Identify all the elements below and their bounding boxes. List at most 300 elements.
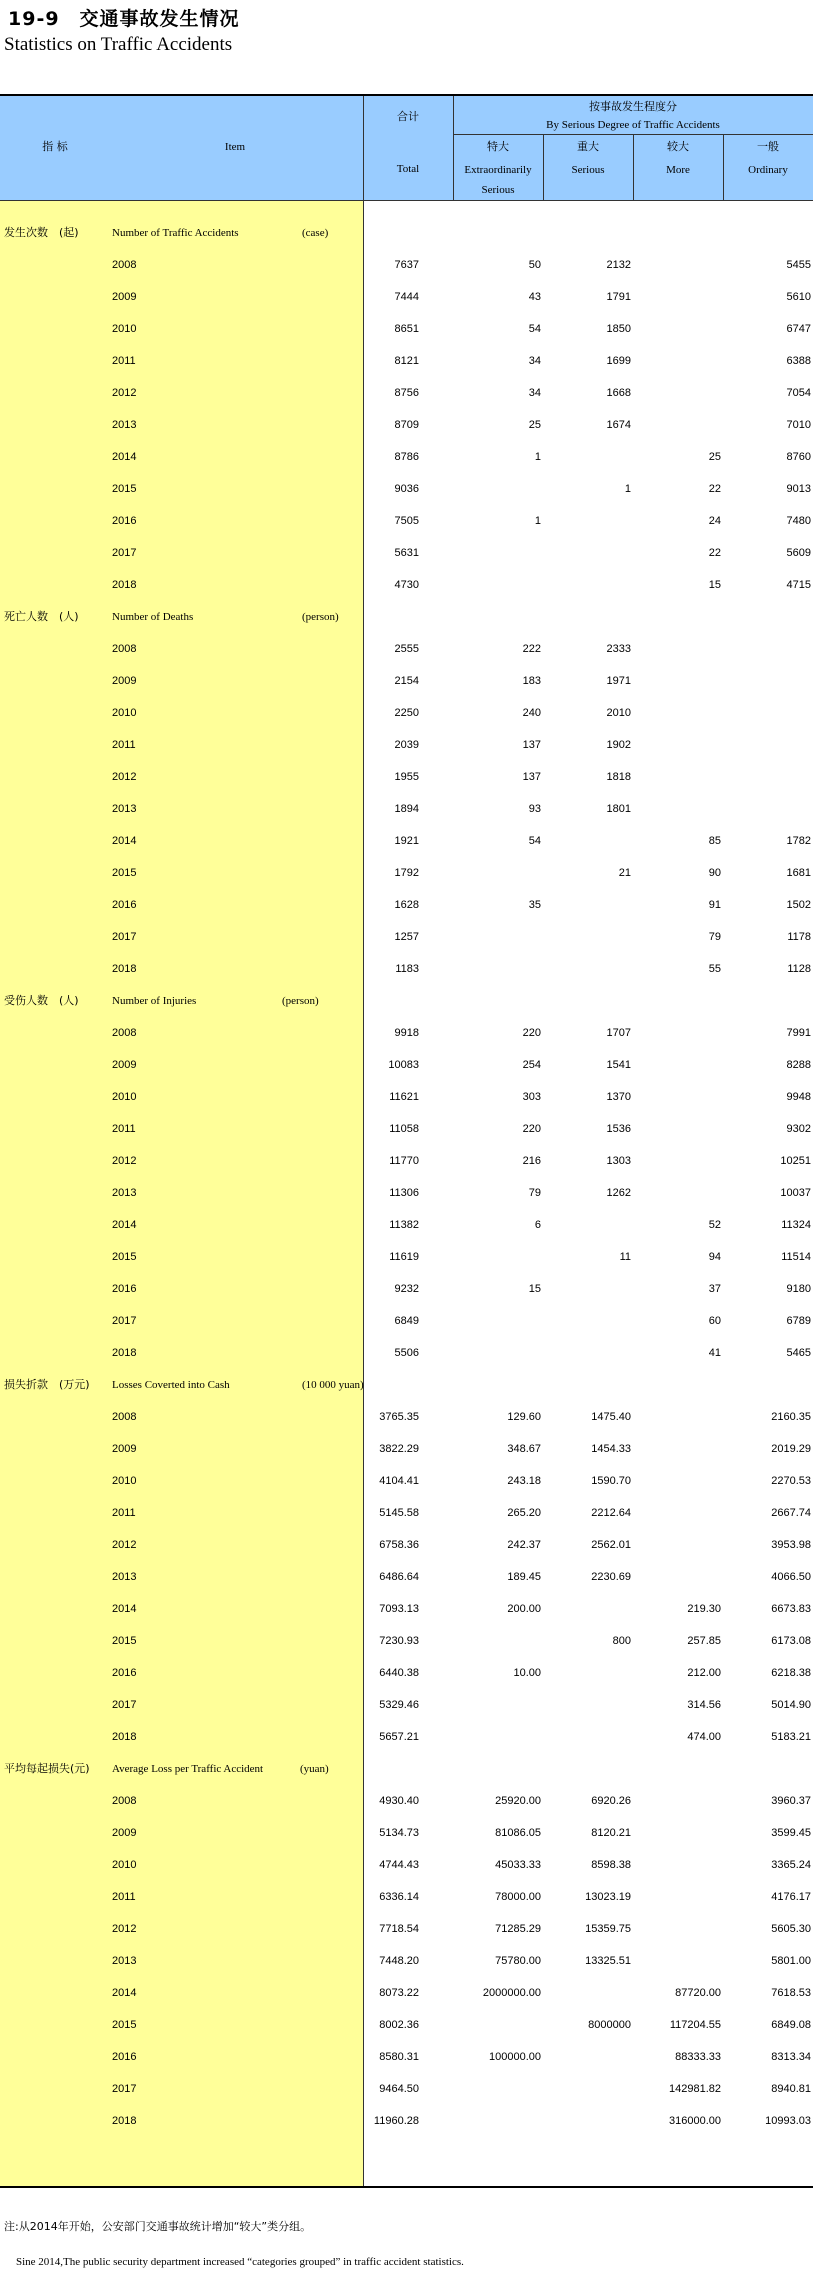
header-serious-en: Serious <box>571 164 605 176</box>
serious-cell: 15359.75 <box>585 1923 631 1935</box>
year-cell: 2011 <box>112 355 136 367</box>
total-cell: 8709 <box>394 419 419 431</box>
serious-cell: 1707 <box>606 1027 631 1039</box>
year-cell: 2010 <box>112 1091 137 1103</box>
section-title-zh: 平均每起损失(元) <box>4 1762 90 1775</box>
table-row <box>0 1017 813 1049</box>
serious-cell: 1475.40 <box>591 1411 631 1423</box>
serious-cell: 800 <box>612 1635 631 1647</box>
table-row <box>0 1305 813 1337</box>
extra-cell: 25 <box>528 419 541 431</box>
year-cell: 2018 <box>112 579 137 591</box>
total-cell: 11960.28 <box>373 2115 419 2127</box>
footnote-zh: 注:从2014年开始，公安部门交通事故统计增加“较大”类分组。 <box>4 2220 312 2233</box>
table-row <box>0 1945 813 1977</box>
table-row <box>0 441 813 473</box>
more-cell: 24 <box>708 515 721 527</box>
table-row <box>0 1497 813 1529</box>
year-cell: 2008 <box>112 1027 137 1039</box>
ordinary-cell: 8313.34 <box>771 2051 811 2063</box>
extra-cell: 220 <box>522 1123 541 1135</box>
total-cell: 4104.41 <box>379 1475 419 1487</box>
ordinary-cell: 7480 <box>786 515 811 527</box>
total-cell: 11382 <box>389 1219 419 1231</box>
ordinary-cell: 4715 <box>786 579 811 591</box>
year-cell: 2015 <box>112 1251 137 1263</box>
serious-cell: 1902 <box>606 739 631 751</box>
total-cell: 1894 <box>394 803 419 815</box>
table-row <box>0 1273 813 1305</box>
section-title-en: Number of Injuries <box>112 995 197 1007</box>
ordinary-cell: 2270.53 <box>771 1475 811 1487</box>
table-row <box>0 857 813 889</box>
ordinary-cell: 1502 <box>786 899 811 911</box>
table-row <box>0 1465 813 1497</box>
ordinary-cell: 4066.50 <box>771 1571 811 1583</box>
total-cell: 8580.31 <box>379 2051 419 2063</box>
table-row <box>0 633 813 665</box>
more-cell: 79 <box>708 931 721 943</box>
more-cell: 22 <box>708 547 721 559</box>
section-title-zh: 损失折款 (万元) <box>4 1378 90 1391</box>
extra-cell: 348.67 <box>507 1443 541 1455</box>
more-cell: 25 <box>708 451 721 463</box>
extra-cell: 43 <box>528 291 541 303</box>
table-row <box>0 953 813 985</box>
table-row <box>0 1881 813 1913</box>
serious-cell: 8598.38 <box>591 1859 631 1871</box>
extra-cell: 34 <box>528 355 541 367</box>
total-cell: 1955 <box>394 771 419 783</box>
ordinary-cell <box>701 761 811 793</box>
more-cell: 91 <box>708 899 721 911</box>
year-cell: 2009 <box>112 675 137 687</box>
ordinary-cell: 7054 <box>786 387 811 399</box>
ordinary-cell: 5609 <box>786 547 811 559</box>
total-cell: 11770 <box>389 1155 419 1167</box>
serious-cell: 1971 <box>606 675 631 687</box>
total-cell: 2039 <box>394 739 419 751</box>
total-cell: 11306 <box>389 1187 419 1199</box>
serious-cell: 11 <box>619 1251 631 1263</box>
year-cell: 2015 <box>112 483 137 495</box>
table-row <box>0 1337 813 1369</box>
ordinary-cell: 5465 <box>786 1347 811 1359</box>
total-cell: 9464.50 <box>379 2083 419 2095</box>
year-cell: 2016 <box>112 1283 137 1295</box>
section-title-zh: 发生次数 (起) <box>4 226 79 239</box>
total-cell: 7444 <box>394 291 419 303</box>
year-cell: 2010 <box>112 1475 137 1487</box>
extra-cell: 34 <box>528 387 541 399</box>
table-row <box>0 697 813 729</box>
ordinary-cell <box>701 793 811 825</box>
extra-cell: 81086.05 <box>495 1827 541 1839</box>
serious-cell: 21 <box>618 867 631 879</box>
ordinary-cell: 6849.08 <box>771 2019 811 2031</box>
more-cell: 88333.33 <box>675 2051 721 2063</box>
total-cell: 1183 <box>395 963 419 975</box>
year-cell: 2009 <box>112 1827 137 1839</box>
table-row <box>0 409 813 441</box>
more-cell: 314.56 <box>687 1699 721 1711</box>
section-unit: (person) <box>302 611 339 623</box>
table-row <box>0 1849 813 1881</box>
total-cell: 8651 <box>394 323 419 335</box>
total-cell: 1921 <box>394 835 419 847</box>
year-cell: 2011 <box>112 1507 136 1519</box>
year-cell: 2013 <box>112 1955 137 1967</box>
more-cell: 474.00 <box>687 1731 721 1743</box>
footnote-en: Sine 2014,The public security department increased “categories grouped” in traffic accident statistics. <box>16 2256 464 2268</box>
header-bottom-rule <box>0 200 813 201</box>
serious-cell: 2230.69 <box>591 1571 631 1583</box>
table-row <box>0 1433 813 1465</box>
ordinary-cell: 4176.17 <box>771 1891 811 1903</box>
more-cell: 94 <box>708 1251 721 1263</box>
header-ordinary-zh: 一般 <box>757 140 779 153</box>
ordinary-cell: 6218.38 <box>771 1667 811 1679</box>
table-row <box>0 281 813 313</box>
more-cell: 41 <box>708 1347 721 1359</box>
total-cell: 3822.29 <box>379 1443 419 1455</box>
total-cell: 5657.21 <box>379 1731 419 1743</box>
total-cell: 1792 <box>394 867 419 879</box>
ordinary-cell: 5183.21 <box>771 1731 811 1743</box>
serious-cell: 1 <box>624 483 631 495</box>
header-serious-zh: 重大 <box>577 140 599 153</box>
more-cell: 60 <box>708 1315 721 1327</box>
header-indicator-zh: 指 标 <box>42 140 68 153</box>
extra-cell: 1 <box>534 451 541 463</box>
serious-cell: 2010 <box>606 707 631 719</box>
total-cell: 7637 <box>394 259 419 271</box>
extra-cell: 75780.00 <box>495 1955 541 1967</box>
ordinary-cell <box>701 633 811 665</box>
ordinary-cell: 7010 <box>786 419 811 431</box>
table-row <box>0 1977 813 2009</box>
ordinary-cell: 1681 <box>786 867 811 879</box>
total-cell: 6758.36 <box>379 1539 419 1551</box>
extra-cell: 137 <box>522 739 541 751</box>
table-row <box>0 1241 813 1273</box>
serious-cell: 13325.51 <box>585 1955 631 1967</box>
serious-cell: 2132 <box>606 259 631 271</box>
table-row <box>0 1209 813 1241</box>
year-cell: 2017 <box>112 2083 137 2095</box>
extra-cell: 129.60 <box>507 1411 541 1423</box>
extra-cell: 243.18 <box>507 1475 541 1487</box>
year-cell: 2018 <box>112 963 137 975</box>
ordinary-cell: 9013 <box>786 483 811 495</box>
year-cell: 2012 <box>112 1539 137 1551</box>
serious-cell: 1674 <box>606 419 631 431</box>
ordinary-cell: 9302 <box>786 1123 811 1135</box>
section-row <box>0 217 813 249</box>
year-cell: 2012 <box>112 1923 137 1935</box>
table-row <box>0 1593 813 1625</box>
ordinary-cell: 5610 <box>786 291 811 303</box>
year-cell: 2012 <box>112 1155 137 1167</box>
extra-cell: 220 <box>522 1027 541 1039</box>
header-ordinary-en: Ordinary <box>748 164 788 176</box>
section-row <box>0 1369 813 1401</box>
table-row <box>0 1689 813 1721</box>
ordinary-cell: 3365.24 <box>771 1859 811 1871</box>
table-row <box>0 793 813 825</box>
header-item-en: Item <box>224 141 246 153</box>
total-cell: 5506 <box>394 1347 419 1359</box>
extra-cell: 71285.29 <box>495 1923 541 1935</box>
section-title-zh: 受伤人数 (人) <box>4 994 79 1007</box>
ordinary-cell: 9948 <box>786 1091 811 1103</box>
extra-cell: 265.20 <box>507 1507 541 1519</box>
serious-cell: 1699 <box>606 355 631 367</box>
total-cell: 11619 <box>389 1251 419 1263</box>
extra-cell: 100000.00 <box>489 2051 541 2063</box>
total-cell: 8002.36 <box>379 2019 419 2031</box>
table-row <box>0 2073 813 2105</box>
ordinary-cell: 3960.37 <box>771 1795 811 1807</box>
year-cell: 2016 <box>112 899 137 911</box>
extra-cell: 189.45 <box>507 1571 541 1583</box>
total-cell: 6336.14 <box>379 1891 419 1903</box>
ordinary-cell: 1128 <box>787 963 811 975</box>
more-cell: 142981.82 <box>669 2083 721 2095</box>
more-cell: 90 <box>708 867 721 879</box>
table-row <box>0 249 813 281</box>
more-cell: 52 <box>708 1219 721 1231</box>
section-row <box>0 1753 813 1785</box>
year-cell: 2008 <box>112 1795 137 1807</box>
section-title-en: Losses Coverted into Cash <box>112 1379 230 1391</box>
section-unit: (person) <box>282 995 319 1007</box>
serious-cell: 1262 <box>606 1187 631 1199</box>
table-row <box>0 1145 813 1177</box>
year-cell: 2011 <box>112 739 136 751</box>
ordinary-cell: 3953.98 <box>771 1539 811 1551</box>
serious-cell: 1668 <box>606 387 631 399</box>
ordinary-cell: 5014.90 <box>771 1699 811 1711</box>
year-cell: 2013 <box>112 1187 137 1199</box>
year-cell: 2013 <box>112 803 137 815</box>
total-cell: 11621 <box>389 1091 419 1103</box>
serious-cell: 1791 <box>606 291 631 303</box>
table-row <box>0 1625 813 1657</box>
header-total-en: Total <box>396 163 420 175</box>
table-row <box>0 2105 813 2137</box>
year-cell: 2018 <box>112 1347 137 1359</box>
serious-cell: 1818 <box>606 771 631 783</box>
serious-cell: 1370 <box>606 1091 631 1103</box>
ordinary-cell: 6747 <box>786 323 811 335</box>
table-row <box>0 473 813 505</box>
table-row <box>0 2041 813 2073</box>
year-cell: 2015 <box>112 2019 137 2031</box>
total-cell: 10083 <box>388 1059 419 1071</box>
total-cell: 4730 <box>394 579 419 591</box>
table-row <box>0 1401 813 1433</box>
total-cell: 7093.13 <box>379 1603 419 1615</box>
extra-cell: 10.00 <box>513 1667 541 1679</box>
table-bottom-rule <box>0 2186 813 2188</box>
page-title-en: Statistics on Traffic Accidents <box>4 34 233 55</box>
total-cell: 8073.22 <box>379 1987 419 1999</box>
ordinary-cell: 7618.53 <box>771 1987 811 1999</box>
table-row <box>0 2009 813 2041</box>
more-cell: 55 <box>708 963 721 975</box>
serious-cell: 1536 <box>606 1123 631 1135</box>
ordinary-cell: 1178 <box>787 931 811 943</box>
extra-cell: 303 <box>522 1091 541 1103</box>
year-cell: 2013 <box>112 419 137 431</box>
section-unit: (10 000 yuan) <box>302 1379 364 1391</box>
serious-cell: 1850 <box>606 323 631 335</box>
total-cell: 1628 <box>394 899 419 911</box>
header-extra-zh: 特大 <box>487 140 509 153</box>
more-cell: 22 <box>708 483 721 495</box>
extra-cell: 79 <box>528 1187 541 1199</box>
extra-cell: 15 <box>528 1283 541 1295</box>
year-cell: 2018 <box>112 1731 137 1743</box>
total-cell: 7718.54 <box>379 1923 419 1935</box>
serious-cell: 2333 <box>606 643 631 655</box>
year-cell: 2011 <box>112 1891 136 1903</box>
ordinary-cell: 5801.00 <box>771 1955 811 1967</box>
table-row <box>0 825 813 857</box>
extra-cell: 35 <box>528 899 541 911</box>
total-cell: 5329.46 <box>379 1699 419 1711</box>
year-cell: 2018 <box>112 2115 137 2127</box>
section-title-en: Number of Traffic Accidents <box>112 227 239 239</box>
serious-cell: 1541 <box>606 1059 631 1071</box>
serious-cell: 1801 <box>606 803 631 815</box>
total-cell: 6440.38 <box>379 1667 419 1679</box>
more-cell: 316000.00 <box>669 2115 721 2127</box>
extra-cell: 1 <box>534 515 541 527</box>
ordinary-cell: 6173.08 <box>771 1635 811 1647</box>
year-cell: 2010 <box>112 707 137 719</box>
year-cell: 2009 <box>112 291 137 303</box>
section-row <box>0 601 813 633</box>
year-cell: 2009 <box>112 1059 137 1071</box>
total-cell: 5631 <box>394 547 419 559</box>
year-cell: 2008 <box>112 259 137 271</box>
ordinary-cell <box>701 729 811 761</box>
total-cell: 2154 <box>394 675 419 687</box>
year-cell: 2017 <box>112 547 137 559</box>
total-cell: 6849 <box>394 1315 419 1327</box>
serious-cell: 1454.33 <box>591 1443 631 1455</box>
table-row <box>0 505 813 537</box>
serious-cell: 2212.64 <box>591 1507 631 1519</box>
ordinary-cell: 11514 <box>781 1251 811 1263</box>
year-cell: 2017 <box>112 1315 137 1327</box>
total-cell: 9036 <box>394 483 419 495</box>
year-cell: 2016 <box>112 2051 137 2063</box>
ordinary-cell: 2160.35 <box>771 1411 811 1423</box>
extra-cell: 222 <box>522 643 541 655</box>
header-more-en: More <box>666 164 690 176</box>
ordinary-cell: 11324 <box>781 1219 811 1231</box>
header-group-zh: 按事故发生程度分 <box>589 100 677 113</box>
serious-cell: 1590.70 <box>591 1475 631 1487</box>
extra-cell: 2000000.00 <box>482 1987 541 1999</box>
ordinary-cell: 2667.74 <box>771 1507 811 1519</box>
table-row <box>0 1561 813 1593</box>
section-title-zh: 死亡人数 (人) <box>4 610 79 623</box>
section-row <box>0 985 813 1017</box>
header-group-en: By Serious Degree of Traffic Accidents <box>546 119 720 131</box>
ordinary-cell: 9180 <box>786 1283 811 1295</box>
table-row <box>0 1785 813 1817</box>
section-title-en: Number of Deaths <box>112 611 194 623</box>
total-cell: 11058 <box>389 1123 419 1135</box>
ordinary-cell: 6388 <box>786 355 811 367</box>
total-cell: 1257 <box>394 931 419 943</box>
total-cell: 9232 <box>394 1283 419 1295</box>
section-unit: (case) <box>302 227 329 239</box>
table-row <box>0 1049 813 1081</box>
year-cell: 2009 <box>112 1443 137 1455</box>
serious-cell: 8120.21 <box>591 1827 631 1839</box>
total-cell: 4744.43 <box>379 1859 419 1871</box>
ordinary-cell: 10037 <box>780 1187 811 1199</box>
extra-cell: 216 <box>522 1155 541 1167</box>
table-row <box>0 761 813 793</box>
header-extra-en2: Serious <box>481 184 515 196</box>
year-cell: 2014 <box>112 1603 137 1615</box>
ordinary-cell: 8940.81 <box>771 2083 811 2095</box>
year-cell: 2014 <box>112 1987 137 1999</box>
total-cell: 8756 <box>394 387 419 399</box>
extra-cell: 6 <box>534 1219 541 1231</box>
table-row <box>0 377 813 409</box>
extra-cell: 183 <box>522 675 541 687</box>
table-row <box>0 729 813 761</box>
year-cell: 2012 <box>112 387 137 399</box>
extra-cell: 45033.33 <box>495 1859 541 1871</box>
serious-cell: 8000000 <box>588 2019 631 2031</box>
year-cell: 2008 <box>112 643 137 655</box>
total-cell: 7230.93 <box>379 1635 419 1647</box>
table-row <box>0 889 813 921</box>
total-cell: 7448.20 <box>379 1955 419 1967</box>
year-cell: 2017 <box>112 1699 137 1711</box>
total-cell: 9918 <box>394 1027 419 1039</box>
table-row <box>0 1113 813 1145</box>
extra-cell: 54 <box>528 835 541 847</box>
year-cell: 2010 <box>112 1859 137 1871</box>
extra-cell: 254 <box>522 1059 541 1071</box>
ordinary-cell: 7991 <box>786 1027 811 1039</box>
year-cell: 2015 <box>112 867 137 879</box>
table-row <box>0 921 813 953</box>
ordinary-cell: 6673.83 <box>771 1603 811 1615</box>
year-cell: 2017 <box>112 931 137 943</box>
header-more-zh: 较大 <box>667 140 689 153</box>
extra-cell: 78000.00 <box>495 1891 541 1903</box>
year-cell: 2014 <box>112 1219 137 1231</box>
total-cell: 8786 <box>394 451 419 463</box>
table-row <box>0 313 813 345</box>
table-row <box>0 345 813 377</box>
extra-cell: 50 <box>528 259 541 271</box>
ordinary-cell: 5455 <box>786 259 811 271</box>
total-cell: 3765.35 <box>379 1411 419 1423</box>
ordinary-cell: 10993.03 <box>765 2115 811 2127</box>
header-total-zh: 合计 <box>397 110 419 123</box>
